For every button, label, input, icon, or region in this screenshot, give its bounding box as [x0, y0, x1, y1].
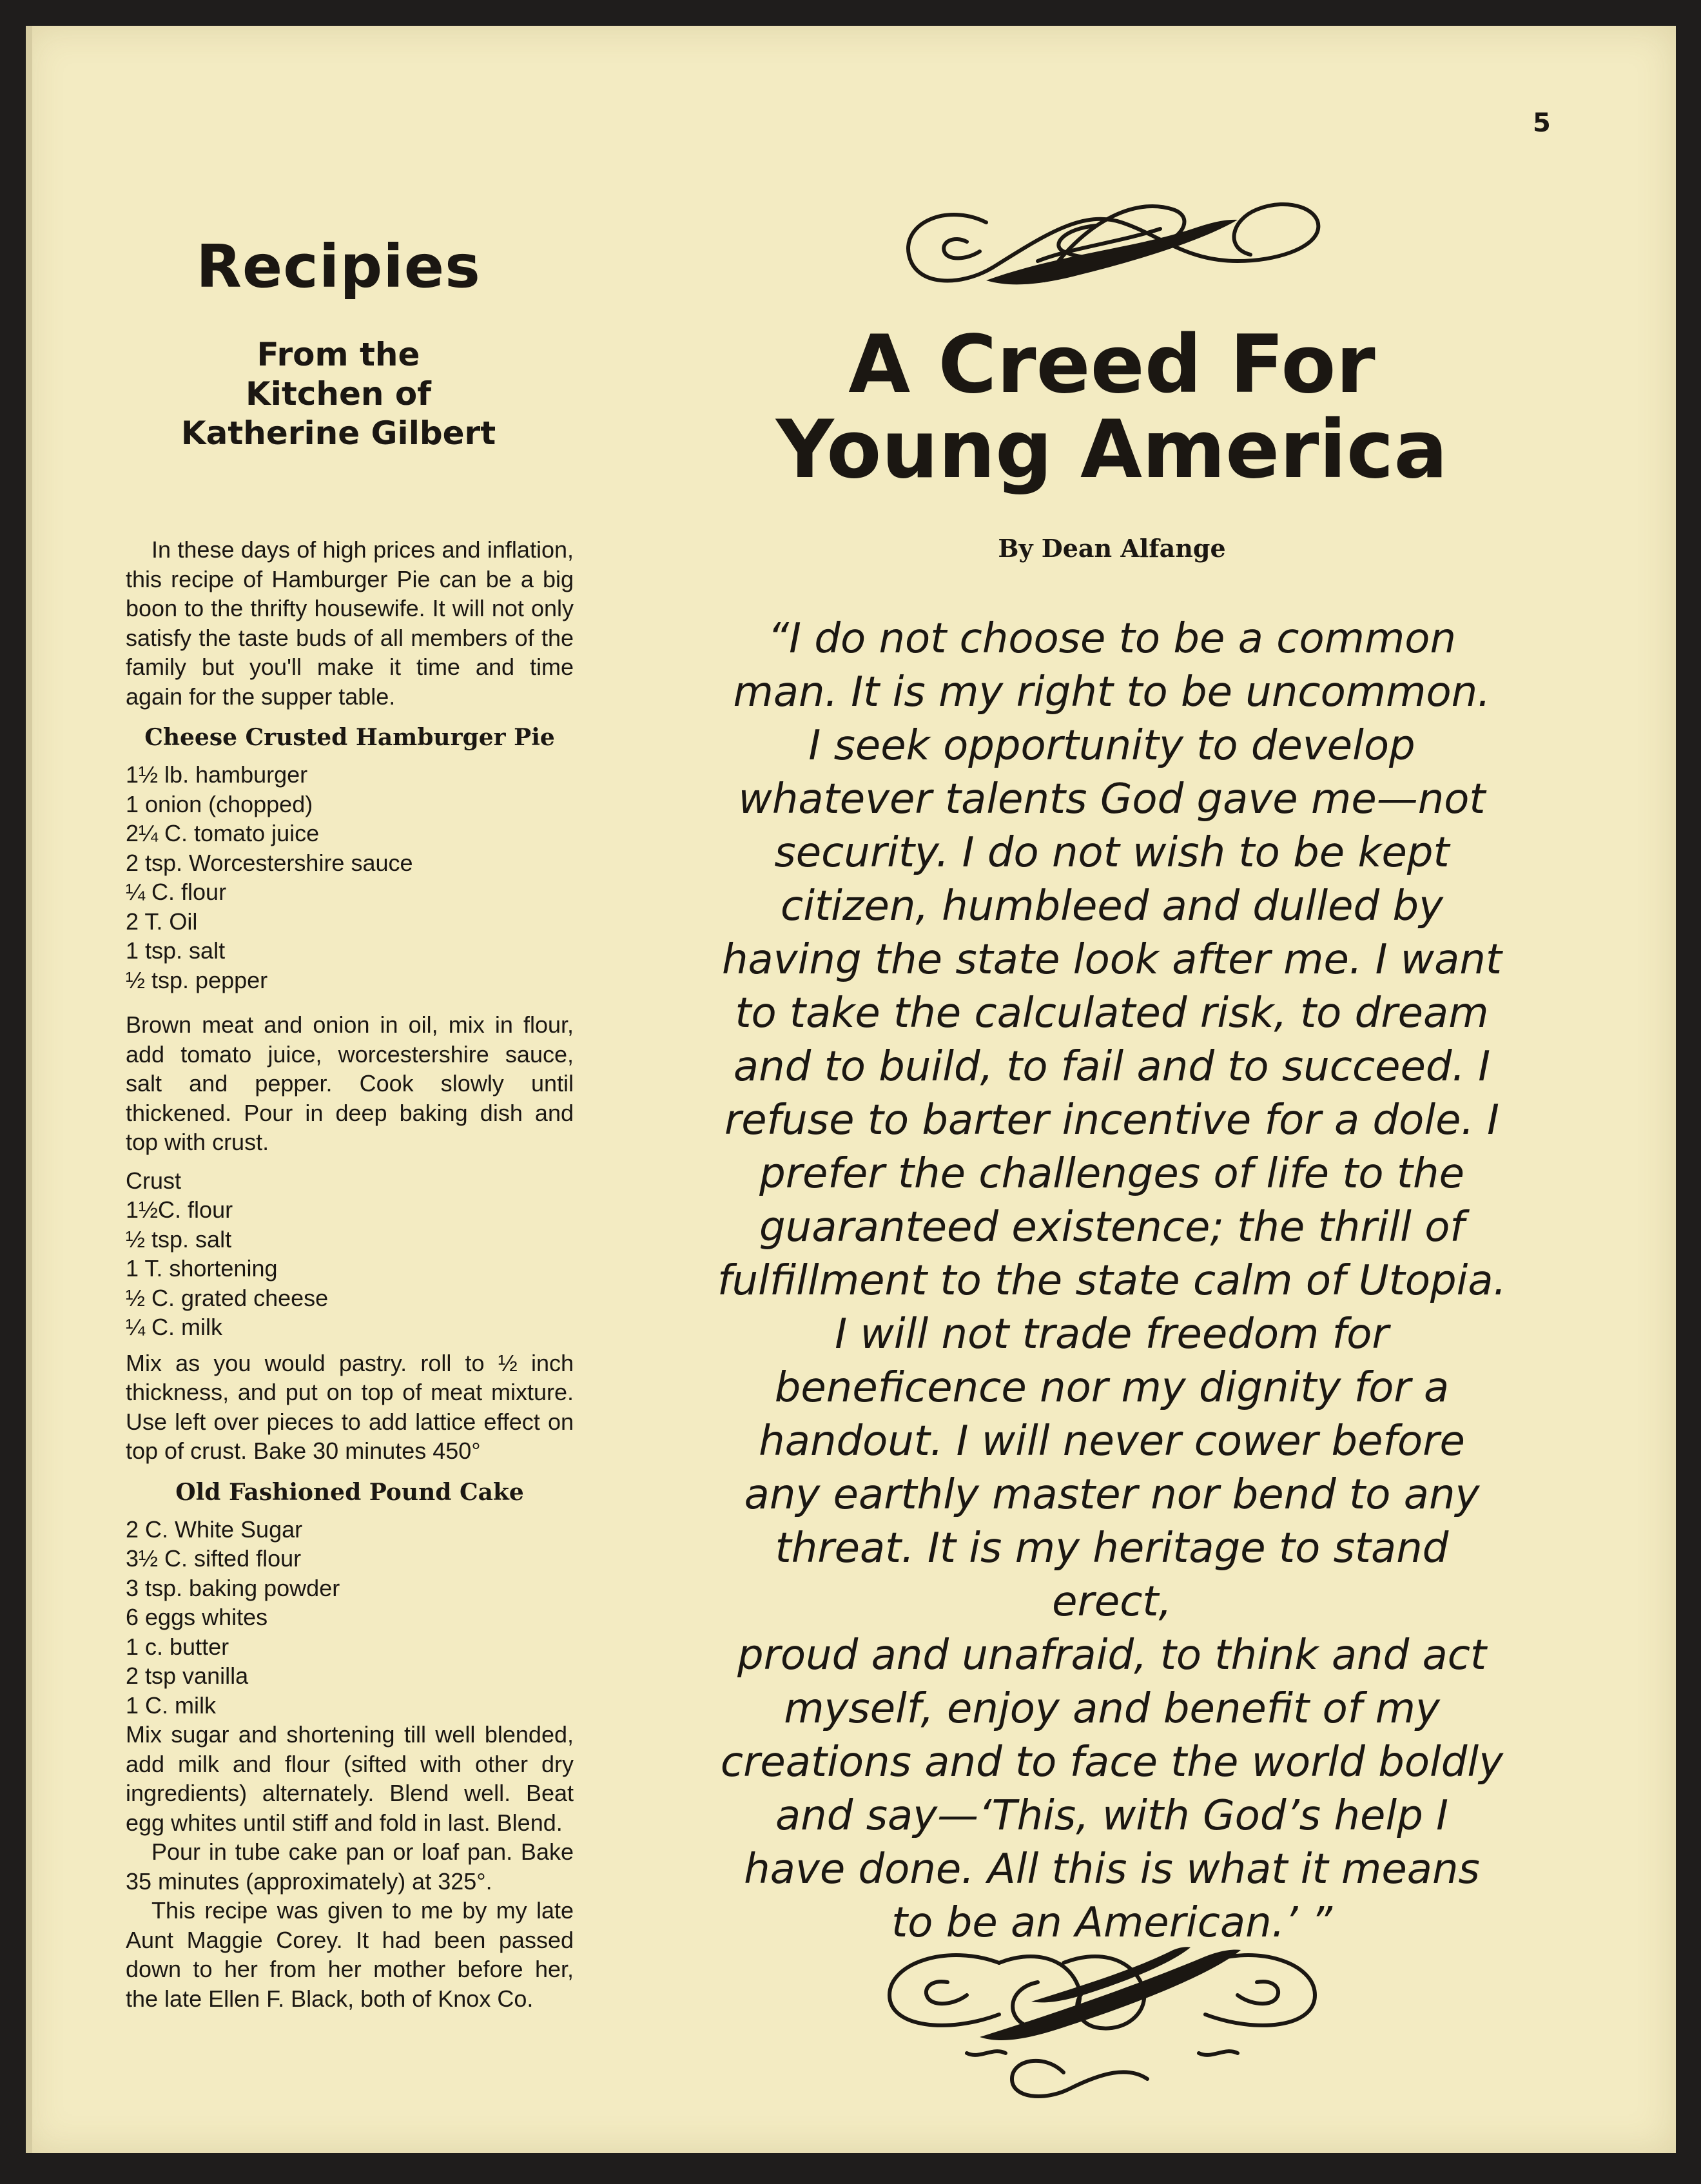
subtitle-line: From the [257, 336, 420, 373]
ingredient-list [126, 1515, 574, 1721]
creed-line: handout. I will never cower before [759, 1418, 1465, 1465]
ingredient: ¼ C. milk [126, 1314, 223, 1340]
creed-text [709, 612, 1515, 1950]
directions-paragraph: Brown meat and onion in oil, mix in flour, add tomato juice, worcestershire sauce, salt and pepper. Cook slowly until thickened. Pour in deep baking dish and top with crust. [126, 1011, 574, 1155]
ingredient-list [126, 760, 574, 995]
ingredient: ½ C. grated cheese [126, 1284, 329, 1311]
creed-line: have done. All this is what it means [744, 1846, 1480, 1893]
creed-line: whatever talents God gave me—not [738, 775, 1486, 823]
creed-line: I seek opportunity to develop [808, 722, 1415, 770]
creed-line: to take the calculated risk, to dream [735, 990, 1489, 1037]
creed-line: I will not trade freedom for [835, 1311, 1389, 1358]
creed-title [709, 318, 1515, 496]
ingredient: 1 c. butter [126, 1633, 229, 1660]
ingredient: 2 tsp vanilla [126, 1662, 249, 1689]
ingredient: 1½C. flour [126, 1196, 233, 1223]
title-line: Young America [775, 404, 1448, 496]
ingredient: 1 C. milk [126, 1692, 217, 1719]
creed-line: having the state look after me. I want [721, 936, 1502, 984]
ingredient: 2 C. White Sugar [126, 1516, 303, 1543]
ingredient: 3 tsp. baking powder [126, 1574, 340, 1601]
flourish-ornament-bottom [870, 1924, 1334, 2130]
ingredient: 2 T. Oil [126, 908, 198, 935]
creed-line: guaranteed existence; the thrill of [759, 1204, 1464, 1251]
creed-line: proud and unafraid, to think and act [737, 1632, 1487, 1679]
creed-line: creations and to face the world boldly [720, 1739, 1504, 1786]
recipes-body [126, 535, 574, 2013]
intro-paragraph: In these days of high prices and inflation, this recipe of Hamburger Pie can be a big boon to the thrifty housewife. It will not only satisfy the taste buds of all members of the family but you'll make it time and time again for the supper table. [126, 536, 574, 710]
subtitle-line: Katherine Gilbert [180, 414, 496, 452]
recipe-title-pound-cake: Old Fashioned Pound Cake [175, 1478, 524, 1506]
creed-line: security. I do not wish to be kept [774, 829, 1450, 877]
ingredient: 2¼ C. tomato juice [126, 820, 320, 846]
creed-line: “I do not choose to be a common [767, 615, 1457, 663]
subtitle-line: Kitchen of [245, 375, 432, 413]
creed-line: citizen, humbleed and dulled by [781, 882, 1443, 930]
page-spine [26, 26, 32, 2153]
ingredient: 1 onion (chopped) [126, 790, 313, 817]
creed-line: myself, enjoy and benefit of my [784, 1685, 1440, 1733]
recipe-title-hamburger-pie: Cheese Crusted Hamburger Pie [144, 724, 555, 751]
crust-ingredient-list [126, 1166, 574, 1342]
creed-line: and say—‘This, with God’s help I [775, 1792, 1449, 1840]
creed-line: man. It is my right to be uncommon. [733, 668, 1491, 716]
creed-line: beneficence nor my dignity for a [774, 1364, 1450, 1412]
ingredient: 3½ C. sifted flour [126, 1545, 302, 1572]
title-line: A Creed For [848, 318, 1375, 411]
ingredient: 1 T. shortening [126, 1255, 278, 1282]
creed-line: threat. It is my heritage to stand erect, [775, 1525, 1449, 1626]
ingredient: ½ tsp. pepper [126, 966, 268, 993]
byline: By Dean Alfange [998, 534, 1226, 563]
ingredient: Crust [126, 1167, 182, 1194]
creed-line: refuse to barter incentive for a dole. I [724, 1097, 1500, 1144]
recipes-title: Recipies [196, 232, 481, 301]
ingredient: 1½ lb. hamburger [126, 761, 308, 788]
note-paragraph: This recipe was given to me by my late Aunt Maggie Corey. It had been passed down to her from her mother before her, the late Ellen F. Black, both of Knox Co. [126, 1897, 574, 2012]
ingredient: 2 tsp. Worcestershire sauce [126, 849, 413, 876]
magazine-page [26, 26, 1676, 2153]
creed-line: fulfillment to the state calm of Utopia. [717, 1257, 1506, 1305]
creed-line: to be an American.’ ” [891, 1899, 1332, 1947]
ingredient: ¼ C. flour [126, 879, 227, 905]
baking-paragraph: Pour in tube cake pan or loaf pan. Bake 35 minutes (approximately) at 325°. [126, 1838, 574, 1895]
creed-line: and to build, to fail and to succeed. I [733, 1043, 1491, 1091]
ingredient: 6 eggs whites [126, 1604, 268, 1630]
flourish-ornament-top [889, 184, 1334, 313]
directions-paragraph: Mix sugar and shortening till well blended, add milk and flour (sifted with other dry ingredients) alternately. Blend well. Beat egg whites until stiff and fold in last. Blend. [126, 1721, 574, 1836]
crust-directions-paragraph: Mix as you would pastry. roll to ½ inch thickness, and put on top of meat mixture. Use left over pieces to add lattice effect on top of crust. Bake 30 minutes 450° [126, 1349, 574, 1464]
creed-line: any earthly master nor bend to any [744, 1471, 1480, 1519]
recipes-subtitle [100, 335, 577, 453]
ingredient: ½ tsp. salt [126, 1225, 232, 1253]
creed-line: prefer the challenges of life to the [759, 1150, 1464, 1198]
page-number: 5 [1533, 108, 1551, 138]
ingredient: 1 tsp. salt [126, 937, 226, 964]
